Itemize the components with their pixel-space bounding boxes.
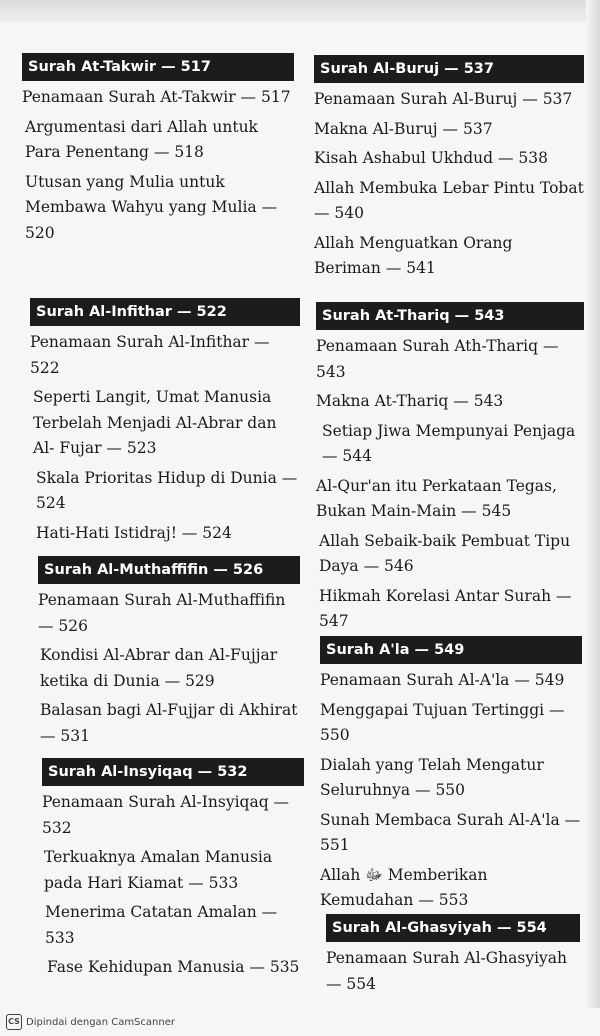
section-header: Surah At-Thariq — 543 [316, 302, 584, 330]
toc-entry: Balasan bagi Al-Fujjar di Akhirat — 531 [40, 701, 298, 745]
section-header: Surah Al-Insyiqaq — 532 [42, 758, 304, 786]
section-header: Surah Al-Buruj — 537 [314, 55, 584, 83]
toc-entry: Seperti Langit, Umat Manusia Terbelah Menjadi Al-Abrar dan Al- Fujar — 523 [33, 388, 277, 457]
toc-entry: Allah ﷻ Memberikan Kemudahan — 553 [320, 865, 488, 909]
toc-entry: Penamaan Surah Al-Ghasyiyah — 554 [326, 949, 568, 993]
section-al-ghasyiyah [326, 914, 580, 997]
toc-entry: Menggapai Tujuan Tertinggi — 550 [320, 700, 565, 744]
toc-entry: Menerima Catatan Amalan — 533 [45, 903, 278, 947]
toc-entry: Hati-Hati Istidraj! — 524 [36, 523, 232, 542]
toc-entry: Kondisi Al-Abrar dan Al-Fujjar ketika di Dunia — 529 [40, 646, 278, 690]
toc-entry: Penamaan Surah Ath-Thariq — 543 [316, 337, 559, 381]
toc-entry: Penamaan Surah Al-Insyiqaq — 532 [42, 793, 290, 837]
page-top-edge [0, 0, 600, 22]
toc-entry: Utusan yang Mulia untuk Membawa Wahyu yang Mulia — 520 [25, 172, 278, 242]
toc-entry: Penamaan Surah Al-Buruj — 537 [314, 90, 573, 108]
section-header: Surah Al-Ghasyiyah — 554 [326, 914, 580, 942]
toc-entry: Penamaan Surah Al-A'la — 549 [320, 671, 565, 689]
section-al-insyiqaq [42, 758, 304, 981]
section-header: Surah Al-Muthaffifin — 526 [38, 556, 300, 584]
watermark-text: Dipindai dengan CamScanner [26, 1016, 175, 1028]
camscanner-logo-icon: CS [6, 1014, 22, 1030]
section-header: Surah A'la — 549 [320, 636, 582, 664]
toc-entry: Hikmah Korelasi Antar Surah — 547 [319, 586, 572, 630]
section-header: Surah Al-Infithar — 522 [30, 298, 300, 326]
section-a-la [320, 636, 582, 914]
toc-entry: Skala Prioritas Hidup di Dunia — 524 [36, 468, 298, 512]
toc-entry: Terkuaknya Amalan Manusia pada Hari Kiamat — 533 [44, 848, 273, 892]
toc-entry: Allah Menguatkan Orang Beriman — 541 [314, 233, 513, 277]
section-al-buruj [314, 55, 584, 282]
page-right-edge [586, 0, 600, 1036]
section-at-takwir [22, 53, 294, 246]
toc-entry: Penamaan Surah Al-Infithar — 522 [30, 333, 270, 377]
toc-entry: Argumentasi dari Allah untuk Para Penentang — 518 [25, 117, 258, 161]
toc-entry: Kisah Ashabul Ukhdud — 538 [314, 149, 549, 167]
section-header: Surah At-Takwir — 517 [22, 53, 294, 81]
section-at-thariq [316, 302, 584, 635]
scanner-footer [0, 1008, 600, 1036]
toc-entry: Al-Qur'an itu Perkataan Tegas, Bukan Main-Main — 545 [316, 476, 557, 520]
toc-entry: Dialah yang Telah Mengatur Seluruhnya — 550 [320, 755, 544, 799]
section-al-infithar [30, 298, 300, 546]
scanner-watermark [6, 1014, 175, 1030]
toc-entry: Sunah Membaca Surah Al-A'la — 551 [320, 810, 581, 854]
toc-entry: Penamaan Surah At-Takwir — 517 [22, 88, 291, 106]
toc-entry: Makna At-Thariq — 543 [316, 392, 504, 410]
toc-entry: Makna Al-Buruj — 537 [314, 119, 493, 138]
toc-entry: Allah Membuka Lebar Pintu Tobat — 540 [314, 178, 584, 222]
toc-entry: Penamaan Surah Al-Muthaffifin — 526 [38, 591, 286, 635]
section-al-muthaffifin [38, 556, 300, 749]
toc-entry: Setiap Jiwa Mempunyai Penjaga — 544 [322, 421, 576, 465]
toc-entry: Allah Sebaik-baik Pembuat Tipu Daya — 546 [319, 531, 571, 575]
toc-entry: Fase Kehidupan Manusia — 535 [47, 958, 300, 976]
